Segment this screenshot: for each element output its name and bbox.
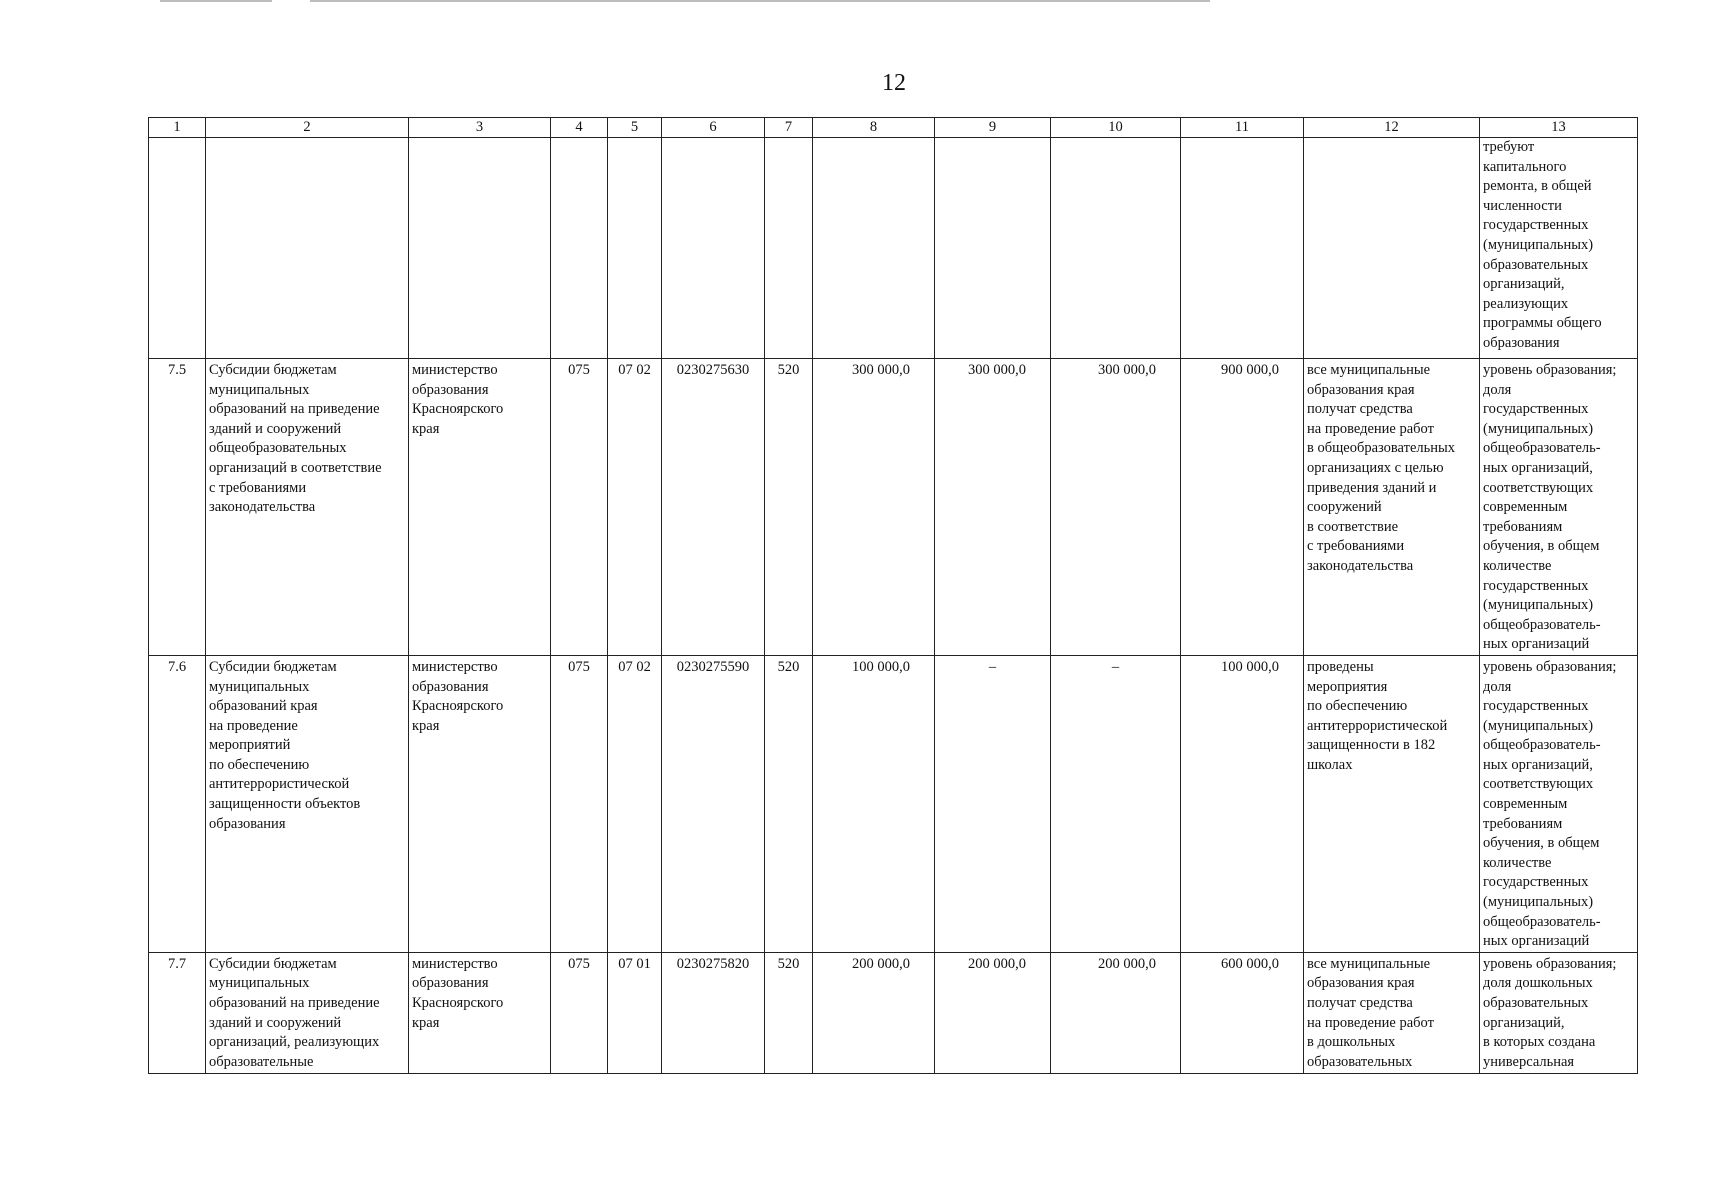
col-header: 1 bbox=[149, 118, 206, 138]
amount-year-2: 200 000,0 bbox=[935, 952, 1051, 1073]
row-number: 7.5 bbox=[149, 359, 206, 656]
amount-total: 100 000,0 bbox=[1181, 655, 1304, 952]
indicator-text: уровень образования; доля государственных (муниципальных) общеобразователь- ных организаций, соответствующих современным требованиям обучения, в общем количестве государственных (муниципальных) общеобразователь- ных организаций bbox=[1480, 359, 1638, 656]
table-row bbox=[149, 952, 1638, 1073]
amount-year-2: – bbox=[935, 655, 1051, 952]
col-header: 12 bbox=[1304, 118, 1480, 138]
table-row bbox=[149, 359, 1638, 656]
col-header: 6 bbox=[662, 118, 765, 138]
col-header: 5 bbox=[608, 118, 662, 138]
responsible-body: министерство образования Красноярского края bbox=[409, 655, 551, 952]
code-expense-type: 520 bbox=[765, 359, 813, 656]
code-expense-type: 520 bbox=[765, 655, 813, 952]
col-header: 4 bbox=[551, 118, 608, 138]
expected-result: все муниципальные образования края получат средства на проведение работ в дошкольных образовательных bbox=[1304, 952, 1480, 1073]
indicator-text: уровень образования; доля государственных (муниципальных) общеобразователь- ных организаций, соответствующих современным требованиям обучения, в общем количестве государственных (муниципальных) общеобразователь- ных организаций bbox=[1480, 655, 1638, 952]
top-rule-right bbox=[310, 0, 1210, 2]
expected-result: проведены мероприятия по обеспечению антитеррористической защищенности в 182 школах bbox=[1304, 655, 1480, 952]
indicator-text: уровень образования; доля дошкольных образовательных организаций, в которых создана универсальная bbox=[1480, 952, 1638, 1073]
col-header: 11 bbox=[1181, 118, 1304, 138]
col-header: 10 bbox=[1051, 118, 1181, 138]
table-row bbox=[149, 655, 1638, 952]
amount-year-2: 300 000,0 bbox=[935, 359, 1051, 656]
measure-name: Субсидии бюджетам муниципальных образований края на проведение мероприятий по обеспечению антитеррористической защищенности объектов образования bbox=[206, 655, 409, 952]
row-number: 7.7 bbox=[149, 952, 206, 1073]
measure-name: Субсидии бюджетам муниципальных образований на приведение зданий и сооружений организаций, реализующих образовательные bbox=[206, 952, 409, 1073]
responsible-body: министерство образования Красноярского края bbox=[409, 359, 551, 656]
code-expense-type: 520 bbox=[765, 952, 813, 1073]
measure-name: Субсидии бюджетам муниципальных образований на приведение зданий и сооружений общеобразовательных организаций в соответствие с требованиями законодательства bbox=[206, 359, 409, 656]
expected-result: все муниципальные образования края получат средства на проведение работ в общеобразовательных организациях с целью приведения зданий и сооружений в соответствие с требованиями законодательства bbox=[1304, 359, 1480, 656]
code-target: 0230275820 bbox=[662, 952, 765, 1073]
amount-year-1: 100 000,0 bbox=[813, 655, 935, 952]
header-row bbox=[149, 118, 1638, 138]
col-header: 13 bbox=[1480, 118, 1638, 138]
budget-table bbox=[148, 117, 1638, 1074]
col-header: 7 bbox=[765, 118, 813, 138]
row-number: 7.6 bbox=[149, 655, 206, 952]
code-grbs: 075 bbox=[551, 952, 608, 1073]
col-header: 2 bbox=[206, 118, 409, 138]
code-grbs: 075 bbox=[551, 655, 608, 952]
amount-year-3: – bbox=[1051, 655, 1181, 952]
indicator-text: требуют капитального ремонта, в общей численности государственных (муниципальных) образовательных организаций, реализующих программы общего образования bbox=[1480, 138, 1638, 359]
col-header: 8 bbox=[813, 118, 935, 138]
top-rule-left bbox=[160, 0, 272, 2]
code-target: 0230275630 bbox=[662, 359, 765, 656]
col-header: 3 bbox=[409, 118, 551, 138]
amount-year-1: 200 000,0 bbox=[813, 952, 935, 1073]
page-number: 12 bbox=[882, 70, 906, 96]
code-section: 07 02 bbox=[608, 655, 662, 952]
code-target: 0230275590 bbox=[662, 655, 765, 952]
amount-year-1: 300 000,0 bbox=[813, 359, 935, 656]
amount-total: 900 000,0 bbox=[1181, 359, 1304, 656]
code-grbs: 075 bbox=[551, 359, 608, 656]
responsible-body: министерство образования Красноярского края bbox=[409, 952, 551, 1073]
code-section: 07 02 bbox=[608, 359, 662, 656]
amount-total: 600 000,0 bbox=[1181, 952, 1304, 1073]
continuation-row bbox=[149, 138, 1638, 359]
code-section: 07 01 bbox=[608, 952, 662, 1073]
amount-year-3: 200 000,0 bbox=[1051, 952, 1181, 1073]
col-header: 9 bbox=[935, 118, 1051, 138]
amount-year-3: 300 000,0 bbox=[1051, 359, 1181, 656]
